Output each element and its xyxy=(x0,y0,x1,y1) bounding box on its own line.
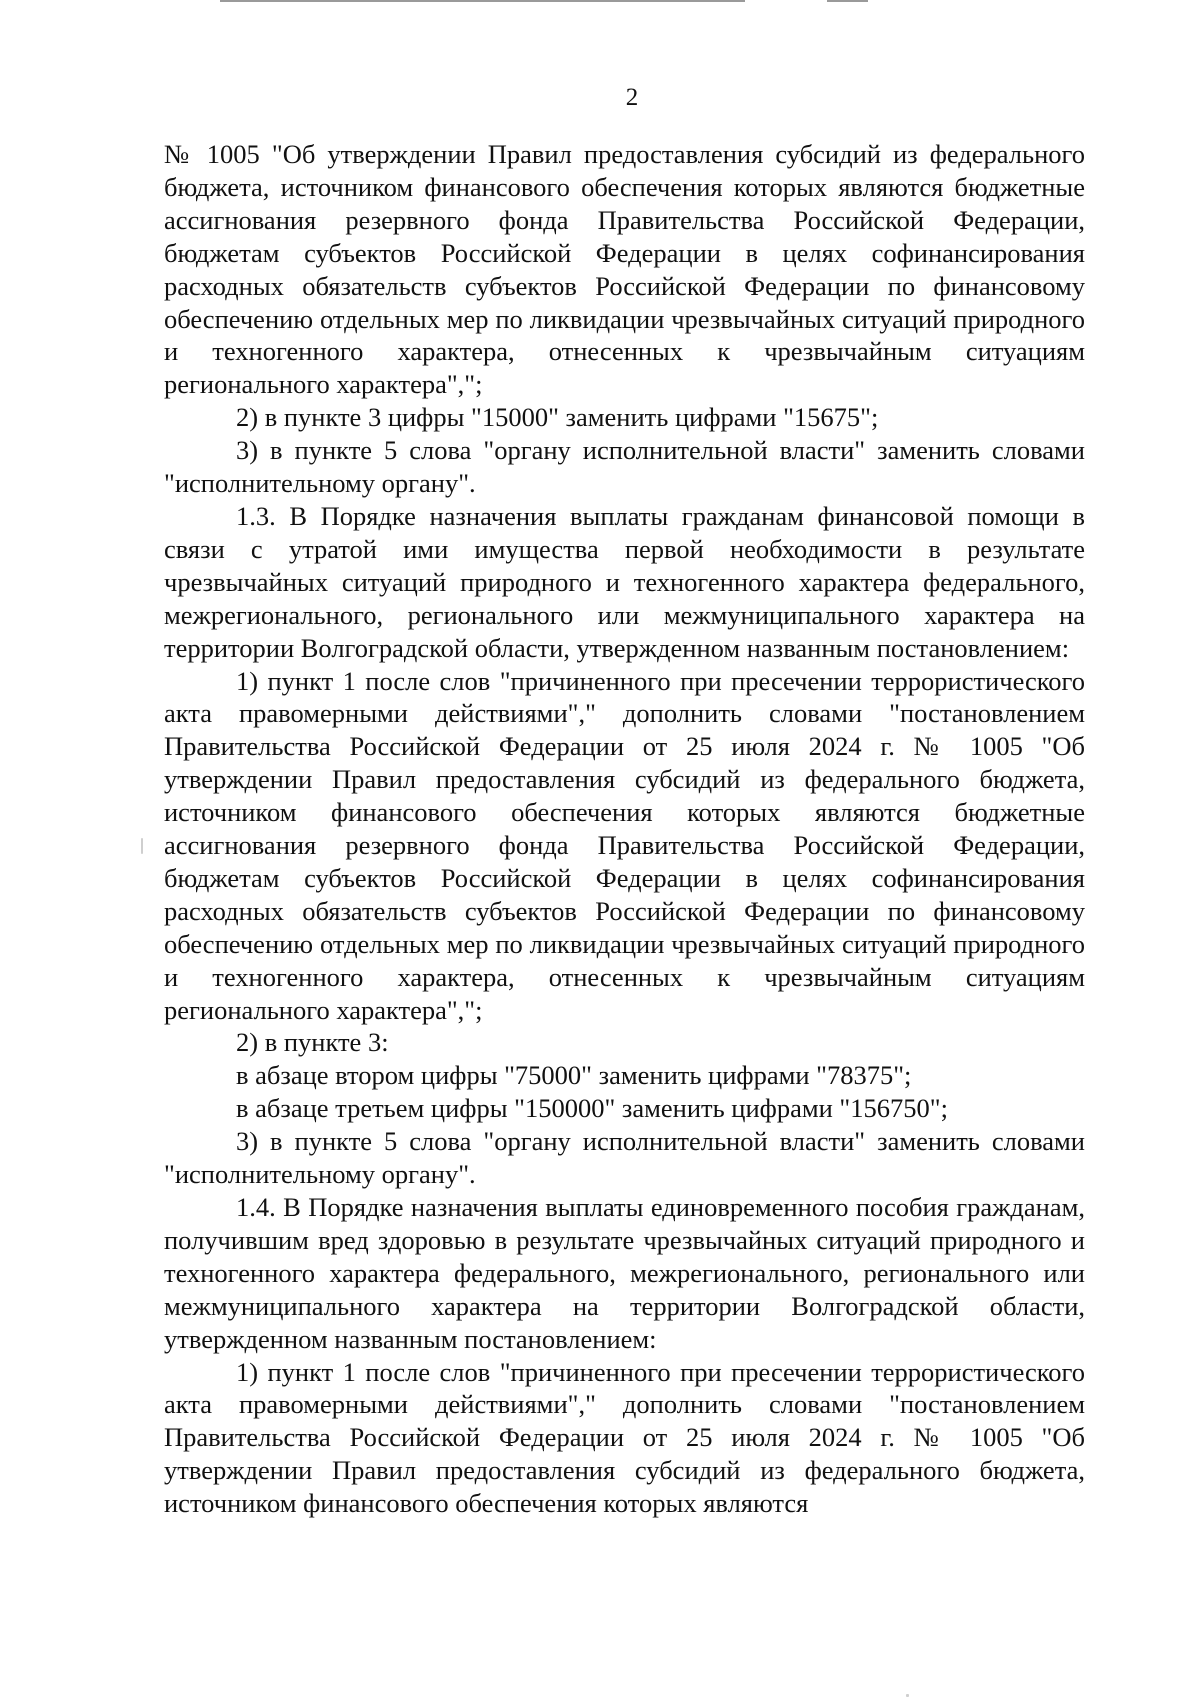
paragraph-8: в абзаце третьем цифры "150000" заменить цифрами "156750"; xyxy=(236,1093,948,1124)
paragraph-11: 1) пункт 1 после слов "причиненного при пресечении террористического акта правомерными действиями"," дополнить словами "постановлением Правительства Российской Федерации от 25 июля 2024 г. № 1005 "Об утверждении Правил предоставления субсидий из федерального бюджета, источником финансового обеспечения которых являются xyxy=(164,1356,1085,1519)
scan-speck xyxy=(906,1694,909,1697)
paragraph-1: № 1005 "Об утверждении Правил предоставления субсидий из федерального бюджета, источником финансового обеспечения которых являются бюджетные ассигнования резервного фонда Правительства Российской Федерации, бюджетам субъектов Российской Федерации в целях софинансирования расходных обязательств субъектов Российской Федерации по финансовому обеспечению отдельных мер по ликвидации чрезвычайных ситуаций природного и техногенного характера, отнесенных к чрезвычайным ситуациям регионального характера","; xyxy=(164,139,1085,400)
paragraph-3: 3) в пункте 5 слова "органу исполнительной власти" заменить словами "исполнительному органу". xyxy=(164,435,1085,499)
scan-speck xyxy=(141,838,143,854)
paragraph-7: в абзаце втором цифры "75000" заменить цифрами "78375"; xyxy=(236,1060,912,1091)
scan-top-edge xyxy=(220,0,1040,2)
paragraph-2: 2) в пункте 3 цифры "15000" заменить цифрами "15675"; xyxy=(236,402,879,433)
paragraph-10: 1.4. В Порядке назначения выплаты единовременного пособия гражданам, получившим вред здоровью в результате чрезвычайных ситуаций природного и техногенного характера федерального, межрегионального, регионального или межмуниципального характера на территории Волгоградской области, утвержденном названным постановлением: xyxy=(164,1192,1085,1354)
paragraph-6: 2) в пункте 3: xyxy=(236,1027,389,1058)
paragraph-4: 1.3. В Порядке назначения выплаты гражданам финансовой помощи в связи с утратой ими имущества первой необходимости в результате чрезвычайных ситуаций природного и техногенного характера федерального, межрегионального, регионального или межмуниципального характера на территории Волгоградской области, утвержденном названным постановлением: xyxy=(164,500,1085,663)
paragraph-9: 3) в пункте 5 слова "органу исполнительной власти" заменить словами "исполнительному органу". xyxy=(164,1126,1085,1190)
document-body xyxy=(164,138,1085,1520)
page-number: 2 xyxy=(625,84,639,111)
paragraph-5: 1) пункт 1 после слов "причиненного при пресечении террористического акта правомерными действиями"," дополнить словами "постановлением Правительства Российской Федерации от 25 июля 2024 г. № 1005 "Об утверждении Правил предоставления субсидий из федерального бюджета, источником финансового обеспечения которых являются бюджетные ассигнования резервного фонда Правительства Российской Федерации, бюджетам субъектов Российской Федерации в целях софинансирования расходных обязательств субъектов Российской Федерации по финансовому обеспечению отдельных мер по ликвидации чрезвычайных ситуаций природного и техногенного характера, отнесенных к чрезвычайным ситуациям регионального характера","; xyxy=(164,665,1085,1025)
